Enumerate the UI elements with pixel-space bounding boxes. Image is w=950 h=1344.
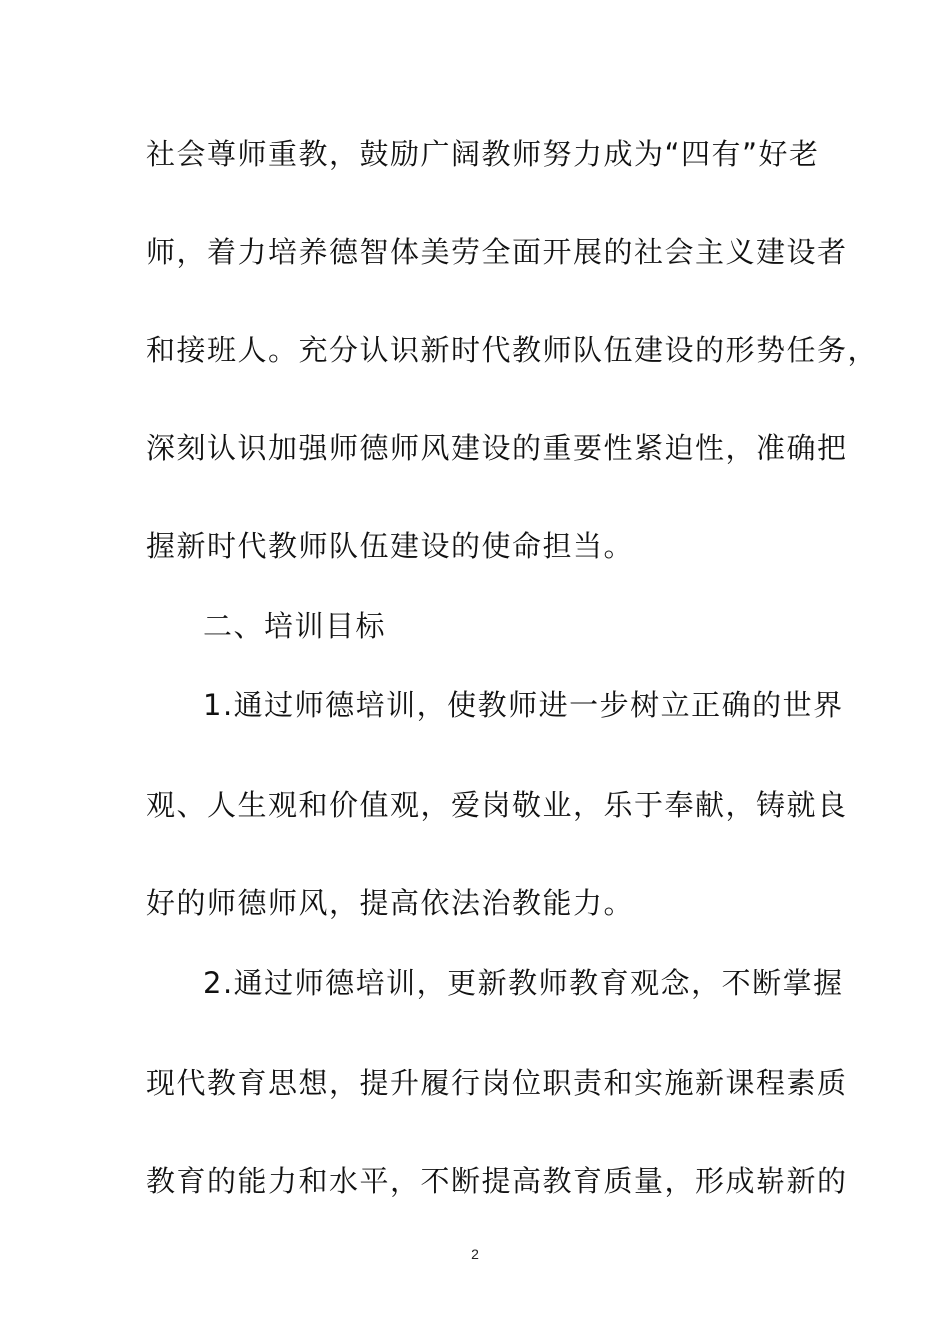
paragraph-line: 教育的能力和水平，不断提高教育质量，形成崭新的 xyxy=(146,1164,848,1198)
paragraph-line: 握新时代教师队伍建设的使命担当。 xyxy=(146,529,635,563)
paragraph-line: 观、人生观和价值观，爱岗敬业，乐于奉献，铸就良 xyxy=(146,788,848,822)
paragraph-line: 2.通过师德培训，更新教师教育观念，不断掌握 xyxy=(203,966,844,1000)
paragraph-line: 现代教育思想，提升履行岗位职责和实施新课程素质 xyxy=(146,1066,848,1100)
paragraph-line: 1.通过师德培训，使教师进一步树立正确的世界 xyxy=(203,688,844,722)
section-heading: 二、培训目标 xyxy=(203,609,387,643)
paragraph-line: 和接班人。充分认识新时代教师队伍建设的形势任务， xyxy=(146,333,879,367)
paragraph-line: 好的师德师风，提高依法治教能力。 xyxy=(146,886,635,920)
paragraph-line: 社会尊师重教，鼓励广阔教师努力成为“四有”好老 xyxy=(146,137,820,171)
page-number: 2 xyxy=(471,1246,479,1262)
paragraph-line: 深刻认识加强师德师风建设的重要性紧迫性，准确把 xyxy=(146,431,848,465)
paragraph-line: 师，着力培养德智体美劳全面开展的社会主义建设者 xyxy=(146,235,848,269)
